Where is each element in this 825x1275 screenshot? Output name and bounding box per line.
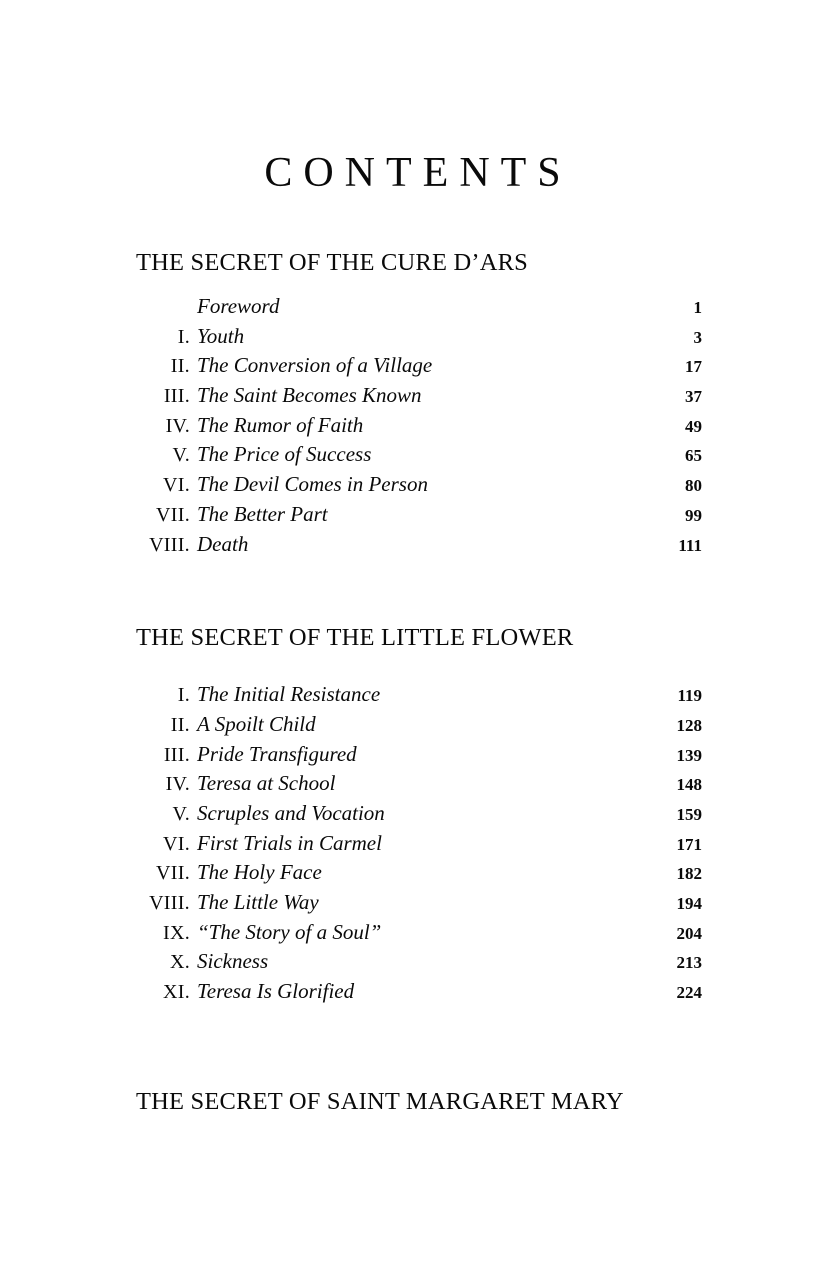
entry-page: 224 — [656, 983, 702, 1275]
entry-page: 3 — [656, 328, 702, 1275]
entry-title: “The Story of a Soul” — [197, 919, 382, 944]
section-heading-2-label: THE SECRET OF THE LITTLE FLOWER — [136, 624, 574, 652]
toc-entry[interactable] — [136, 532, 702, 562]
entry-title: A Spoilt Child — [197, 711, 316, 736]
entry-numeral: III. — [163, 743, 190, 766]
entry-title: Teresa at School — [197, 771, 336, 796]
entry-numeral: VII. — [156, 503, 190, 526]
entry-numeral: VIII. — [149, 892, 190, 914]
entry-title: Scruples and Vocation — [197, 800, 385, 825]
entry-page: 128 — [656, 716, 702, 1275]
section-2-entries — [136, 682, 702, 1009]
entry-title: Pride Transfigured — [197, 741, 357, 766]
toc-entry[interactable] — [136, 860, 702, 890]
entry-numeral: I. — [177, 684, 190, 707]
toc-entry[interactable] — [136, 383, 702, 413]
entry-numeral: V. — [172, 802, 190, 825]
toc-entry[interactable] — [136, 324, 702, 354]
entry-numeral: XI. — [162, 981, 190, 1004]
entry-page: 182 — [656, 864, 702, 1275]
toc-entry[interactable] — [136, 502, 702, 532]
spacer — [136, 1009, 702, 1087]
entry-page: 148 — [656, 775, 702, 1275]
entry-numeral: III. — [163, 385, 190, 408]
entry-title: The Holy Face — [197, 860, 322, 885]
entry-page: 65 — [656, 446, 702, 1275]
toc-entry[interactable] — [136, 949, 702, 979]
entry-title: The Rumor of Faith — [197, 412, 364, 437]
entry-page: 139 — [656, 746, 702, 1275]
entry-page: 17 — [656, 357, 702, 1275]
entry-title: The Initial Resistance — [197, 682, 381, 707]
toc-entry[interactable] — [136, 831, 702, 861]
toc-entry[interactable] — [136, 294, 702, 324]
section-heading-1-label: THE SECRET OF THE CURE D’ARS — [136, 249, 528, 276]
entry-page: 37 — [656, 387, 702, 1275]
entry-page: 171 — [656, 835, 702, 1275]
section-heading-1 — [136, 248, 702, 278]
entry-title: Sickness — [197, 949, 269, 974]
toc-entry[interactable] — [136, 442, 702, 472]
toc-entry[interactable] — [136, 472, 702, 502]
entry-numeral: IV. — [165, 414, 190, 437]
entry-page: 99 — [656, 506, 702, 1275]
entry-title: Teresa Is Glorified — [197, 979, 355, 1004]
toc-entry[interactable] — [136, 920, 702, 950]
toc-entry[interactable] — [136, 413, 702, 443]
page-title: CONTENTS — [264, 150, 572, 196]
spacer — [136, 278, 702, 294]
toc-entry[interactable] — [136, 682, 702, 712]
entry-numeral: VI. — [162, 832, 190, 855]
entry-numeral: V. — [172, 444, 190, 467]
entry-page: 204 — [656, 924, 702, 1275]
section-heading-2 — [136, 623, 702, 653]
entry-page: 119 — [656, 686, 702, 1275]
entry-numeral: II. — [170, 355, 190, 378]
entry-title: The Saint Becomes Known — [197, 383, 422, 408]
toc-entry[interactable] — [136, 771, 702, 801]
entry-page: 49 — [656, 417, 702, 1275]
toc-entry[interactable] — [136, 353, 702, 383]
entry-title: The Better Part — [197, 501, 328, 526]
section-heading-3[interactable] — [136, 1087, 702, 1119]
section-heading-3-label: THE SECRET OF SAINT MARGARET MARY — [136, 1087, 624, 1115]
entry-page: 159 — [656, 805, 702, 1275]
entry-numeral: VI. — [162, 474, 190, 497]
entry-numeral: VII. — [156, 862, 190, 885]
toc-entry[interactable] — [136, 890, 702, 920]
toc-entry[interactable] — [136, 979, 702, 1009]
entry-page: 80 — [656, 476, 702, 1275]
toc-entry[interactable] — [136, 712, 702, 742]
entry-page: 1 — [656, 298, 702, 1275]
entry-numeral: X. — [169, 951, 190, 974]
table-of-contents — [136, 248, 702, 1119]
toc-entry[interactable] — [136, 742, 702, 772]
entry-numeral: VIII. — [149, 533, 190, 556]
entry-title: The Conversion of a Village — [197, 353, 433, 378]
spacer — [136, 653, 702, 682]
entry-title: Foreword — [197, 294, 280, 318]
entry-page: 111 — [656, 536, 702, 1275]
spacer — [136, 561, 702, 623]
toc-entry[interactable] — [136, 801, 702, 831]
section-1-entries — [136, 294, 702, 561]
entry-title: The Little Way — [197, 890, 319, 914]
entry-title: First Trials in Carmel — [197, 830, 382, 855]
entry-title: The Price of Success — [197, 442, 372, 467]
entry-numeral: II. — [170, 713, 190, 736]
entry-numeral: IX. — [162, 921, 190, 944]
entry-title: Death — [197, 531, 249, 556]
entry-numeral: I. — [177, 325, 190, 348]
entry-title: Youth — [197, 323, 245, 348]
entry-page: 213 — [656, 953, 702, 1275]
entry-page: 194 — [656, 894, 702, 1275]
entry-title: The Devil Comes in Person — [197, 472, 428, 497]
entry-numeral: IV. — [165, 773, 190, 796]
